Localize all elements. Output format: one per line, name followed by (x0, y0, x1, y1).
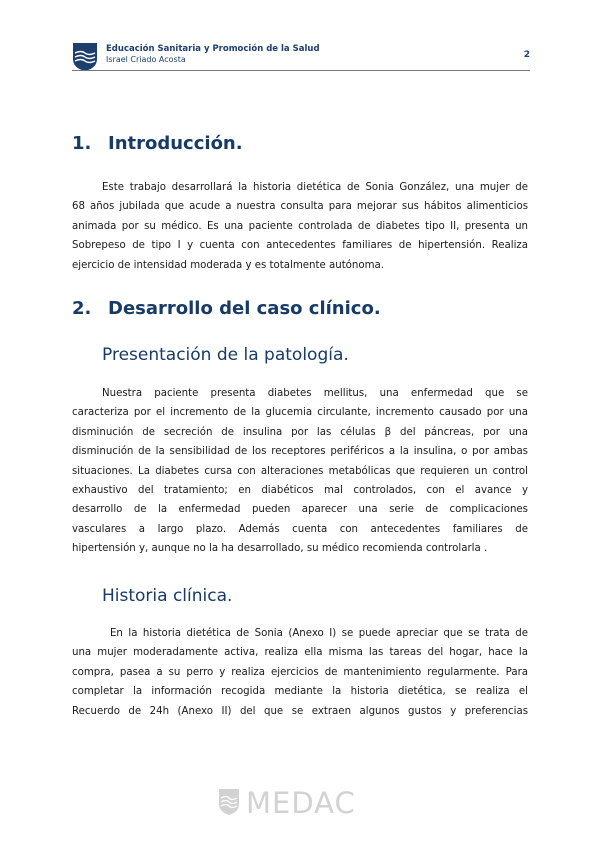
paragraph-line: vasculares a largo plazo. Además cuenta con antecedentes familiares de (72, 523, 528, 535)
paragraph-line: disminución de secreción de insulina por las células β del páncreas, por una (72, 426, 528, 438)
paragraph-line: En la historia dietética de Sonia (Anexo I) se puede apreciar que se trata de (110, 628, 528, 639)
paragraph-line: compra, pasea a su perro y realiza ejercicios de mantenimiento regularmente. Para (72, 666, 528, 678)
paragraph-line: situaciones. La diabetes cursa con alteraciones metabólicas que requieren un control (72, 465, 528, 477)
paragraph-line: desarrollo de la enfermedad pueden aparecer una serie de complicaciones (72, 504, 528, 516)
paragraph-line: hipertensión y, aunque no la ha desarrollado, su médico recomienda controlarla . (72, 543, 488, 555)
section-title: Introducción. (108, 133, 243, 154)
section-title: Desarrollo del caso clínico. (108, 298, 381, 319)
section-number: 1. (72, 133, 92, 154)
paragraph-line: completar la información recogida mediante la historia dietética, se realiza el (72, 686, 528, 698)
medac-shield-watermark-icon (218, 788, 240, 816)
subsection-heading-historia: Historia clínica. (102, 586, 233, 606)
page-number: 2 (523, 50, 530, 60)
section-heading-desarrollo (72, 298, 381, 319)
medac-shield-logo-icon (72, 42, 98, 72)
header-title: Educación Sanitaria y Promoción de la Salud (106, 44, 320, 54)
patologia-paragraph (72, 384, 528, 559)
paragraph-line: Este trabajo desarrollará la historia dietética de Sonia González, una mujer de (102, 182, 528, 193)
section-number: 2. (72, 298, 92, 319)
page-header (72, 42, 530, 78)
footer-logo (218, 786, 378, 822)
header-divider (72, 70, 530, 71)
footer-brand: MEDAC (246, 786, 356, 820)
subsection-heading-patologia: Presentación de la patología. (102, 345, 349, 365)
paragraph-line: una mujer moderadamente activa, realiza ella misma las tareas del hogar, hace la (72, 647, 528, 659)
intro-paragraph (72, 178, 528, 275)
header-author: Israel Criado Acosta (106, 55, 186, 64)
paragraph-line: Sobrepeso de tipo I y cuenta con antecedentes familiares de hipertensión. Realiza (72, 240, 528, 252)
paragraph-line: exhaustivo del tratamiento; en diabéticos mal controlados, con el avance y (72, 484, 528, 496)
section-heading-introduccion (72, 133, 243, 154)
paragraph-line: disminución de la sensibilidad de los receptores periféricos a la insulina, o por ambas (72, 446, 528, 458)
paragraph-line: Recuerdo de 24h (Anexo II) del que se extraen algunos gustos y preferencias (72, 705, 528, 717)
paragraph-line: Nuestra paciente presenta diabetes mellitus, una enfermedad que se (102, 388, 528, 399)
paragraph-line: 68 años jubilada que acude a nuestra consulta para mejorar sus hábitos alimenticios (72, 201, 528, 213)
paragraph-line: ejercicio de intensidad moderada y es totalmente autónoma. (72, 259, 385, 271)
paragraph-line: caracteriza por el incremento de la glucemia circulante, incremento causado por una (72, 407, 528, 419)
historia-paragraph (72, 624, 528, 721)
paragraph-line: animada por su médico. Es una paciente controlada de diabetes tipo II, presenta un (72, 220, 528, 232)
